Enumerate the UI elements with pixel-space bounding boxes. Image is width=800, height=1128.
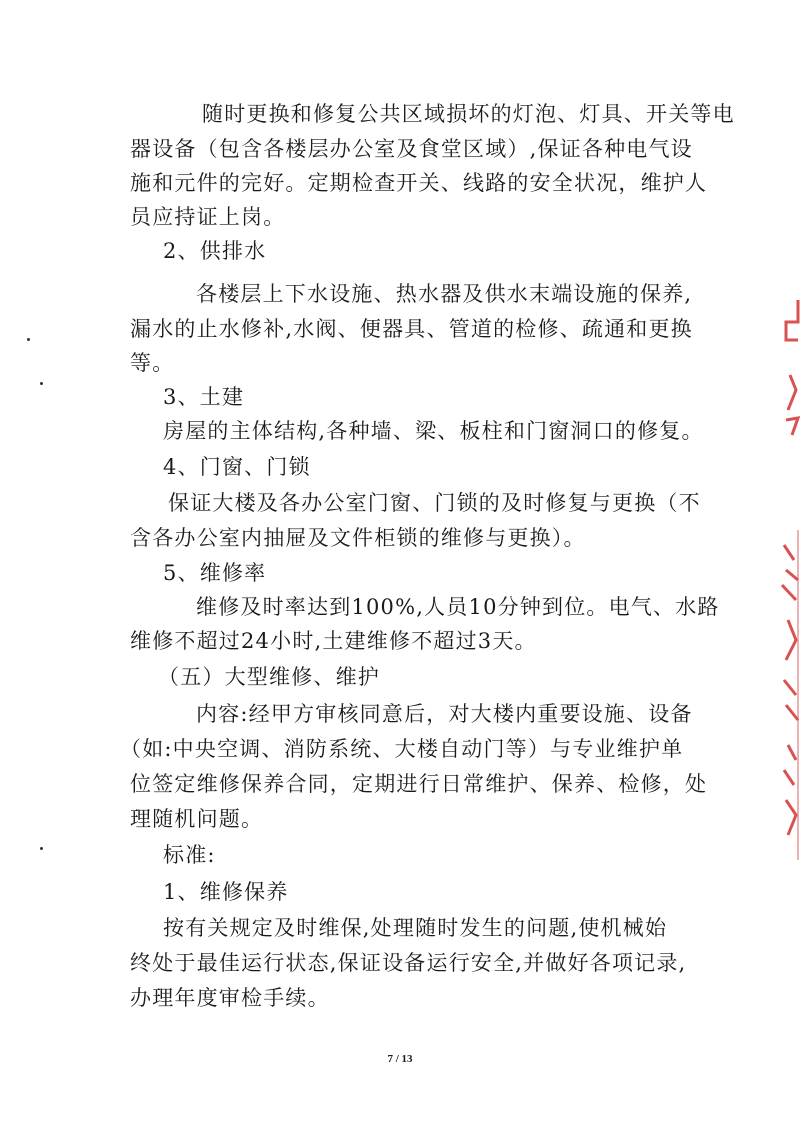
- body-line-10: 房屋的主体结构,各种墙、梁、板柱和门窗洞口的修复。: [163, 419, 704, 443]
- body-line-12: 保证大楼及各办公室门窗、门锁的及时修复与更换（不: [168, 491, 701, 515]
- body-line-25: 终处于最佳运行状态,保证设备运行安全,并做好各项记录,: [130, 951, 687, 975]
- seal-stamp-edge: [772, 300, 800, 860]
- scan-speck: [40, 847, 43, 850]
- section-heading: （五）大型维修、维护: [158, 665, 380, 689]
- section-heading: 5、维修率: [163, 561, 267, 585]
- scan-speck: [27, 338, 30, 341]
- body-line-8: 等。: [130, 351, 175, 375]
- section-heading: 2、供排水: [163, 239, 267, 263]
- section-heading: 3、土建: [163, 385, 245, 409]
- body-line-2: 器设备（包含各楼层办公室及食堂区域）,保证各种电气设: [130, 137, 693, 161]
- body-line-15: 维修及时率达到100%,人员10分钟到位。电气、水路: [196, 595, 720, 619]
- body-line-24: 按有关规定及时维保,处理随时发生的问题,使机械始: [163, 916, 668, 940]
- body-line-3: 施和元件的完好。定期检查开关、线路的安全状况，维护人: [130, 171, 708, 195]
- body-line-13: 含各办公室内抽屉及文件柜锁的维修与更换）。: [130, 526, 586, 550]
- section-heading: 1、维修保养: [163, 880, 289, 904]
- body-line-1: 随时更换和修复公共区域损坏的灯泡、灯具、开关等电: [202, 102, 735, 126]
- body-line-22: 标准:: [163, 843, 216, 867]
- section-heading: 4、门窗、门锁: [163, 455, 311, 479]
- body-line-26: 办理年度审检手续。: [130, 986, 330, 1010]
- body-line-7: 漏水的止水修补,水阀、便器具、管道的检修、疏通和更换: [130, 317, 693, 341]
- body-line-19: （如:中央空调、消防系统、大楼自动门等）与专业维护单: [120, 737, 684, 761]
- body-line-18: 内容:经甲方审核同意后，对大楼内重要设施、设备: [196, 702, 693, 726]
- body-line-4: 员应持证上岗。: [130, 205, 286, 229]
- page-number: 7 / 13: [387, 1053, 413, 1065]
- body-line-6: 各楼层上下水设施、热水器及供水末端设施的保养,: [196, 282, 693, 306]
- body-line-16: 维修不超过24小时,土建维修不超过3天。: [130, 629, 537, 653]
- body-line-20: 位签定维修保养合同，定期进行日常维护、保养、检修，处: [130, 772, 708, 796]
- body-line-21: 理随机问题。: [130, 807, 264, 831]
- scan-speck: [40, 382, 43, 385]
